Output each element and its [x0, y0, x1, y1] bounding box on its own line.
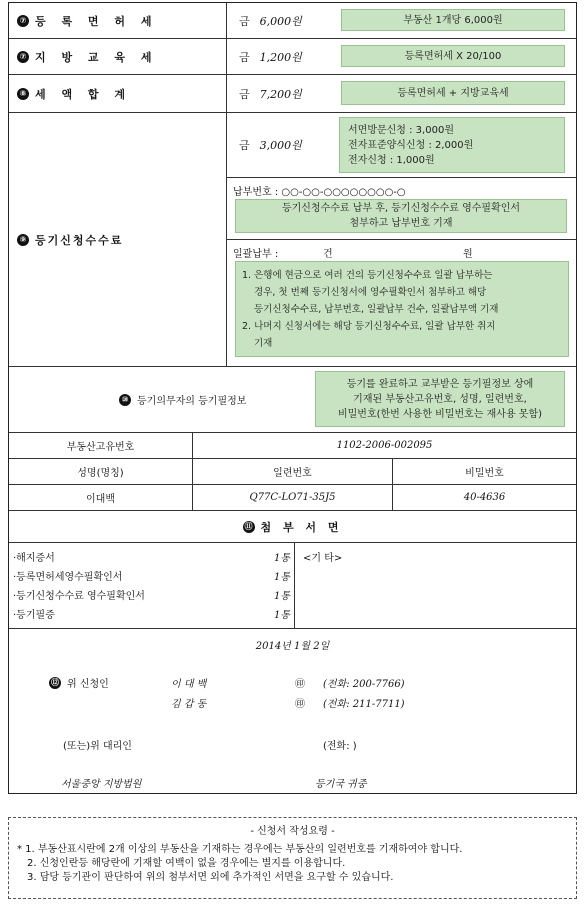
label-text: 등기의무자의 등기필정보 [137, 396, 247, 407]
attachment-count: 1통 [273, 591, 290, 602]
applicant-name: 이 대 백 [171, 679, 207, 690]
applicant-label [49, 675, 109, 690]
bulk-note-line: 경우, 첫 번째 등기신청서에 영수필확인서 첨부하고 해당 [254, 286, 487, 298]
note-line: 기재된 부동산고유번호, 성명, 일련번호, [353, 393, 527, 405]
number-badge: ⑦ [17, 51, 29, 63]
row-attachments-title [9, 511, 576, 543]
row-local-education-tax [9, 39, 576, 75]
row-label [9, 39, 227, 74]
geum-label: 금 [239, 139, 250, 152]
label-text: 세 액 합 계 [35, 87, 131, 101]
attachment-count: 1통 [273, 572, 290, 583]
geum-label: 금 [239, 50, 250, 64]
seal-icon: ㊞ [295, 679, 305, 690]
note-line: 등기를 완료하고 교부받은 등기필정보 상에 [346, 378, 534, 390]
fee-amount-block [227, 113, 576, 178]
application-form [8, 2, 577, 794]
label-text: 등기신청수수료 [35, 233, 124, 247]
number-badge: ⑩ [119, 394, 131, 406]
note-box: 등록면허세 X 20/100 [341, 45, 565, 67]
application-date: 2014년 1월 2일 [255, 641, 330, 652]
payment-note-line: 첨부하고 납부번호 기재 [349, 218, 453, 229]
attachments-title [9, 511, 576, 542]
agent-label: (또는)위 대리인 [63, 741, 132, 752]
bulk-notes-box [235, 261, 569, 357]
attachments-other: <기 타> [303, 553, 343, 564]
amount-cell [227, 39, 347, 74]
attachment-count: 1통 [273, 610, 290, 621]
attachment-item [13, 606, 290, 625]
court-name: 서울중앙 지방법원 [61, 779, 142, 790]
number-badge: ⑨ [17, 234, 29, 246]
bulk-payment-block [227, 239, 576, 367]
row-property-id [9, 433, 576, 459]
note-line: 비밀번호(한번 사용한 비밀번호는 재사용 못함) [337, 408, 543, 420]
attachment-name: ·해지증서 [13, 553, 55, 564]
registry-office: 등기국 귀중 [315, 779, 367, 790]
applicant-phone: (전화: 211-7711) [323, 699, 405, 710]
fee-line: 서면방문신청 : 3,000원 [348, 124, 454, 136]
property-id-value: 1102-2006-002095 [336, 440, 433, 451]
geum-label: 금 [239, 87, 250, 101]
row-label [9, 113, 227, 366]
header-serial: 일련번호 [193, 459, 393, 484]
amount-value: 6,000원 [259, 14, 302, 28]
amount-value: 7,200원 [259, 87, 302, 101]
attachment-name: ·등기신청수수료 영수필확인서 [13, 591, 145, 602]
number-badge: ⑦ [17, 15, 29, 27]
bulk-amount-unit: 원 [463, 249, 473, 260]
fee-line: 전자신청 : 1,000원 [348, 154, 435, 166]
section-10-label [119, 367, 246, 432]
section-10-note-box [315, 371, 565, 427]
amount-cell [227, 75, 347, 112]
attachment-item [13, 549, 290, 568]
instruction-line: 2. 신청인란등 해당란에 기재할 여백이 없을 경우에는 별지를 이용합니다. [27, 858, 346, 869]
geum-label: 금 [239, 14, 250, 28]
instructions-title: - 신청서 작성요령 - [250, 826, 335, 837]
row-id-headers [9, 459, 576, 485]
attachments-list [9, 543, 295, 628]
value-password: 40-4636 [463, 492, 506, 503]
instruction-line: 3. 담당 등기관이 판단하여 위의 첨부서면 외에 추가적인 서면을 요구할 수 있습니다. [27, 872, 394, 883]
payment-number-block [227, 177, 576, 240]
bulk-note-line: 등기신청수수료, 납부번호, 일괄납부 건수, 일괄납부액 기재 [254, 303, 499, 315]
attachment-name: ·등기필증 [13, 610, 55, 621]
instructions-box [8, 817, 577, 899]
applicant-phone: (전화: 200-7766) [323, 679, 405, 690]
fee-detail [227, 113, 576, 366]
header-name: 성명(명칭) [9, 459, 193, 484]
attachment-count: 1통 [273, 553, 290, 564]
amount-value: 1,200원 [259, 50, 302, 64]
payment-note-line: 등기신청수수료 납부 후, 등기신청수수료 영수필확인서 [281, 203, 521, 214]
label-text: 등 록 면 허 세 [35, 14, 158, 28]
value-serial: Q77C-LO71-35J5 [193, 485, 393, 510]
row-obligor-registration-info [9, 367, 576, 433]
signature-area [9, 629, 576, 793]
bulk-note-line: 2. 나머지 신청서에는 해당 등기신청수수료, 일괄 납부한 취지 [242, 320, 496, 332]
row-tax-total [9, 75, 576, 113]
row-registration-tax [9, 3, 576, 39]
applicant-name: 김 갑 동 [171, 699, 207, 710]
value-name: 이대백 [9, 485, 193, 510]
amount-value: 3,000원 [259, 139, 302, 152]
instruction-line: * 1. 부동산표시란에 2개 이상의 부동산을 기재하는 경우에는 부동산의 일련번호를 기재하여야 합니다. [17, 844, 463, 855]
bulk-count-unit: 건 [323, 249, 333, 260]
bulk-payment-label: 일괄납부 : [233, 249, 279, 260]
number-badge: ⑫ [51, 677, 59, 687]
attachment-item [13, 587, 290, 606]
attachment-item [13, 568, 290, 587]
number-badge: ⑧ [17, 88, 29, 100]
number-badge: ⑪ [244, 521, 253, 531]
row-label [9, 3, 227, 38]
label-text: 지 방 교 육 세 [35, 50, 158, 64]
fee-types-box [339, 117, 565, 173]
payment-number-label: 납부번호 : ○○-○○-○○○○○○○○-○ [233, 187, 406, 198]
bulk-note-line: 1. 은행에 현금으로 여러 건의 등기신청수수료 일괄 납부하는 [242, 269, 493, 281]
row-attachments-list [9, 543, 576, 629]
agent-phone: (전화: ) [323, 741, 357, 752]
row-id-values [9, 485, 576, 511]
row-registration-fee [9, 113, 576, 367]
label-text: 위 신청인 [67, 679, 109, 690]
bulk-note-line: 기재 [254, 337, 273, 349]
fee-line: 전자표준양식신청 : 2,000원 [348, 139, 474, 151]
title-text: 첨 부 서 면 [260, 520, 343, 534]
amount-cell [227, 3, 347, 38]
note-box: 등록면허세 + 지방교육세 [341, 81, 565, 105]
row-label [9, 75, 227, 112]
seal-icon: ㊞ [295, 699, 305, 710]
attachment-name: ·등록면허세영수필확인서 [13, 572, 123, 583]
note-box: 부동산 1개당 6,000원 [341, 9, 565, 31]
property-id-label: 부동산고유번호 [9, 433, 193, 458]
header-password: 비밀번호 [465, 468, 504, 479]
payment-note-box [235, 199, 567, 233]
